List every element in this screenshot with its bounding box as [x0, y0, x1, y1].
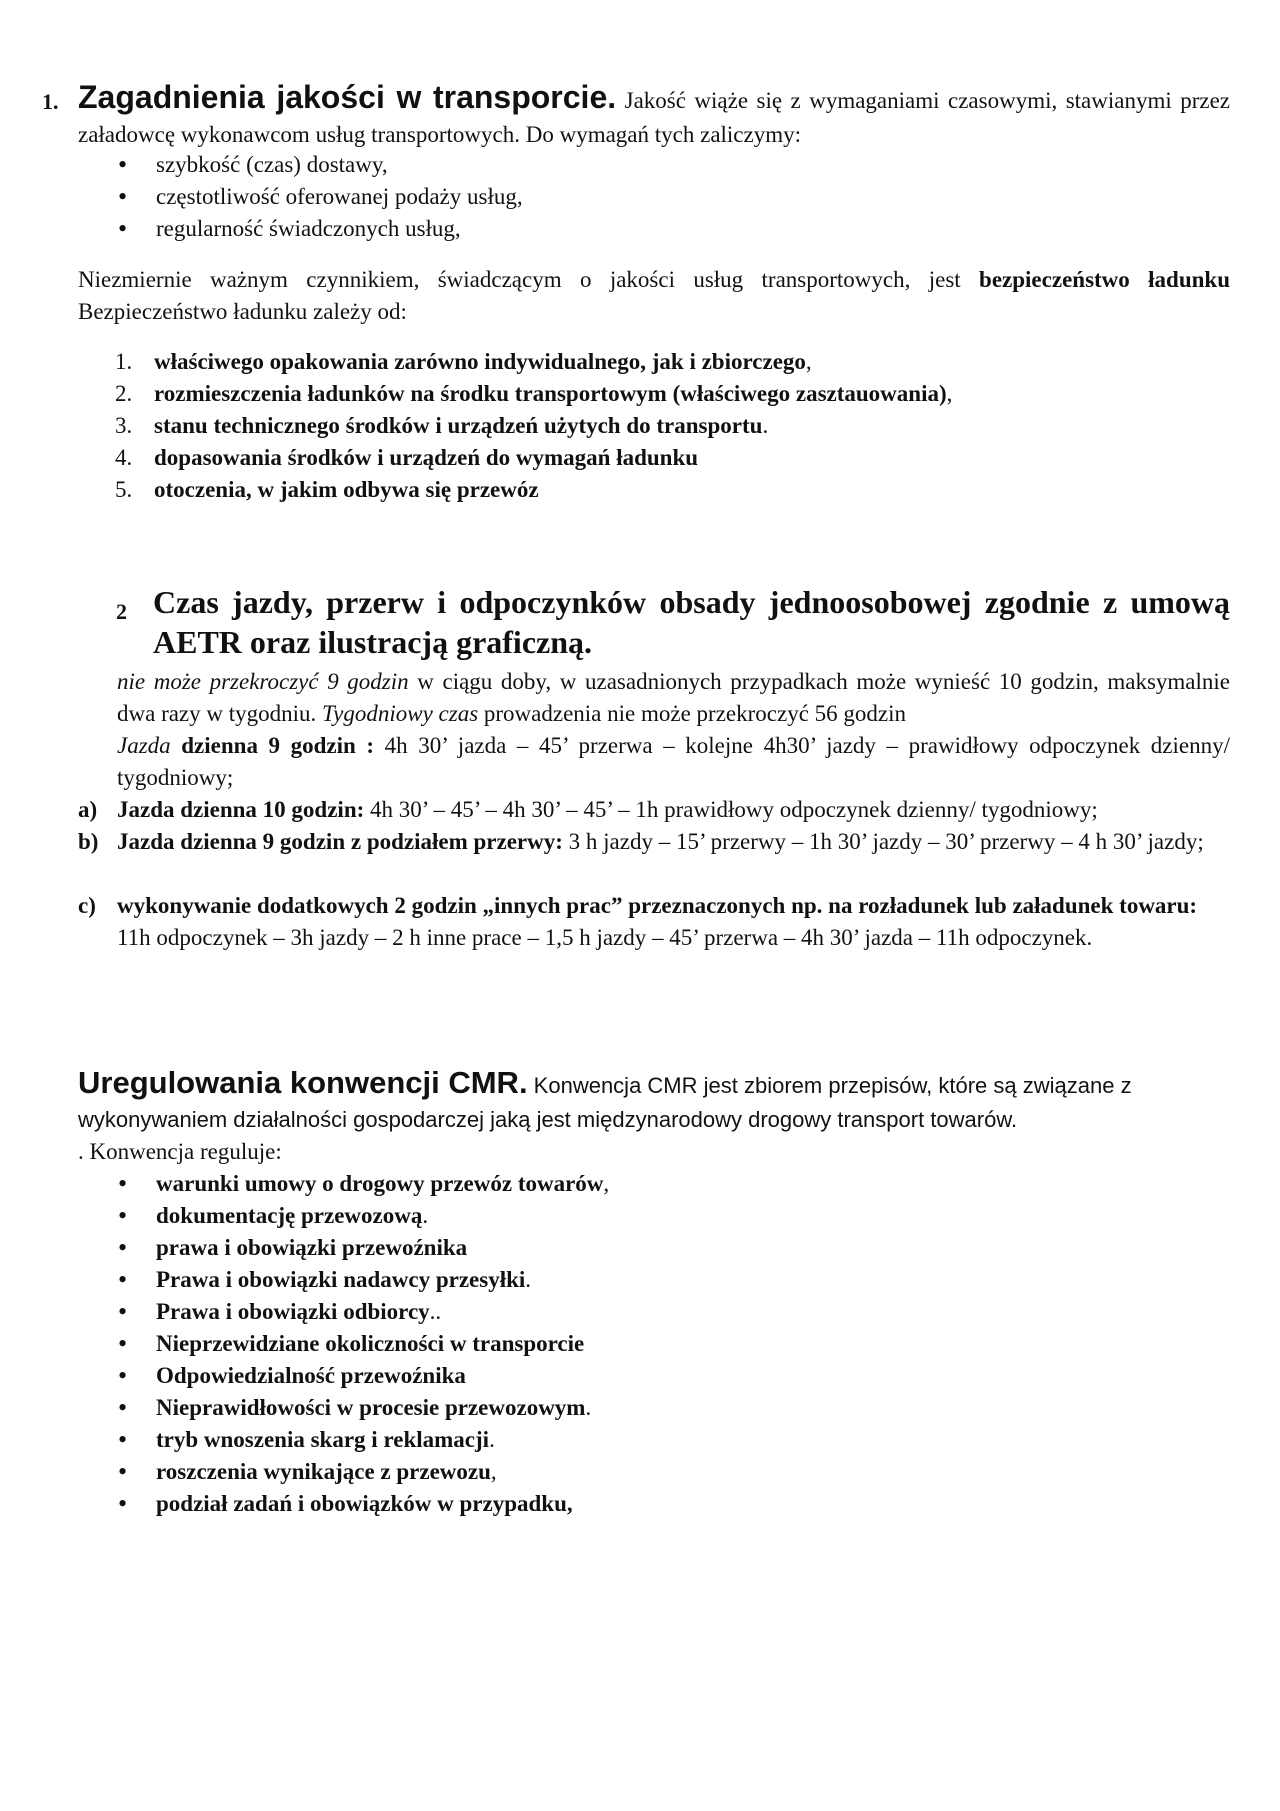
section-2-number: 2: [116, 599, 127, 624]
bullet-icon: [118, 1456, 140, 1489]
quality-list-item: regularność świadczonych usług,: [156, 216, 461, 241]
quality-list-item: szybkość (czas) dostawy,: [156, 152, 388, 177]
driving-time-paragraph: nie może przekroczyć 9 godzin w ciągu doby, w uzasadnionych przypadkach może wynieść 10 godzin, maksymalnie dwa razy w tygodniu. Tygodniowy czas prowadzenia nie może przekroczyć 56 godzin: [117, 669, 1230, 726]
bullet-icon: [118, 1168, 140, 1201]
other-work-item: wykonywanie dodatkowych 2 godzin „innych prac” przeznaczonych np. na rozładunek lub załadunek towaru: 11h odpoczynek – 3h jazdy – 2 h inne prace – 1,5 h jazdy – 45’ przerwa – 4h 30’ jazda – 11h odpoczynek.: [117, 893, 1198, 950]
section-3-title: Uregulowania konwencji CMR.: [78, 1065, 528, 1100]
numbered-item-number: 3.: [115, 413, 133, 438]
cargo-safety-text: Niezmiernie ważnym czynnikiem, świadczącym o jakości usług transportowych, jest: [78, 267, 980, 292]
bullet-icon: [118, 1392, 140, 1425]
cargo-safety-paragraph: [78, 264, 1230, 328]
cargo-safety-depends: Bezpieczeństwo ładunku zależy od:: [78, 299, 407, 324]
bullet-icon: [118, 1232, 140, 1265]
cmr-list-item: Nieprzewidziane okoliczności w transporcie: [156, 1331, 585, 1356]
numbered-list-item: stanu technicznego środków i urządzeń użytych do transportu.: [154, 413, 769, 438]
section-2-title: Czas jazdy, przerw i odpoczynków obsady jednoosobowej zgodnie z umową AETR oraz ilustracją graficzną.: [153, 584, 1230, 660]
bullet-icon: [118, 1488, 140, 1521]
cmr-list-item: podział zadań i obowiązków w przypadku,: [156, 1491, 573, 1516]
section-1-intro: Jakość wiąże się z wymaganiami czasowymi, stawianymi przez załadowcę wykonawcom usług transportowych. Do wymagań tych zaliczymy:: [78, 88, 1230, 147]
split-break-item: Jazda dzienna 9 godzin z podziałem przerwy: 3 h jazdy – 15’ przerwy – 1h 30’ jazdy – 30’ przerwy – 4 h 30’ jazdy;: [117, 829, 1204, 854]
list-label-b: b): [78, 829, 99, 854]
list-label-c: c): [78, 893, 96, 918]
cmr-list-item: tryb wnoszenia skarg i reklamacji.: [156, 1427, 495, 1452]
bullet-icon: [118, 213, 140, 246]
cmr-list-item: Nieprawidłowości w procesie przewozowym.: [156, 1395, 592, 1420]
cargo-safety-bold: bezpieczeństwo ładunku: [979, 267, 1230, 292]
cmr-list-item: Odpowiedzialność przewoźnika: [156, 1363, 466, 1388]
numbered-list-item: otoczenia, w jakim odbywa się przewóz: [154, 477, 539, 502]
section-3-heading-paragraph: [78, 1066, 1228, 1137]
section-1-title: Zagadnienia jakości w transporcie.: [78, 79, 617, 115]
cmr-list-item: Prawa i obowiązki odbiorcy..: [156, 1299, 442, 1324]
bullet-icon: [118, 1264, 140, 1297]
list-label-a: a): [78, 797, 98, 822]
driving-10h-item: Jazda dzienna 10 godzin: 4h 30’ – 45’ – 4h 30’ – 45’ – 1h prawidłowy odpoczynek dzienny/ tygodniowy;: [117, 797, 1098, 822]
bullet-icon: [118, 1296, 140, 1329]
numbered-item-number: 4.: [115, 445, 133, 470]
bullet-icon: [118, 181, 140, 214]
bullet-icon: [118, 149, 140, 182]
numbered-item-number: 1.: [115, 349, 133, 374]
cmr-list-item: dokumentację przewozową.: [156, 1203, 429, 1228]
numbered-list-item: dopasowania środków i urządzeń do wymagań ładunku: [154, 445, 699, 470]
numbered-list-item: rozmieszczenia ładunków na środku transportowym (właściwego zasztauowania),: [154, 381, 953, 406]
section-3-intro: Konwencja CMR jest zbiorem przepisów, które są związane z wykonywaniem działalności gospodarczej jaką jest międzynarodowy drogowy transport towarów.: [78, 1073, 1132, 1132]
quality-list-item: częstotliwość oferowanej podaży usług,: [156, 184, 523, 209]
cmr-list-item: roszczenia wynikające z przewozu,: [156, 1459, 497, 1484]
bullet-icon: [118, 1328, 140, 1361]
daily-driving-9h-paragraph: Jazda dzienna 9 godzin : 4h 30’ jazda – 45’ przerwa – kolejne 4h30’ jazdy – prawidłowy odpoczynek dzienny/ tygodniowy;: [117, 733, 1230, 790]
numbered-list-item: właściwego opakowania zarówno indywidualnego, jak i zbiorczego,: [154, 349, 812, 374]
cmr-list-item: warunki umowy o drogowy przewóz towarów,: [156, 1171, 610, 1196]
section-1-number: 1.: [42, 89, 59, 114]
convention-regulates-label: . Konwencja reguluje:: [78, 1139, 282, 1164]
cmr-list-item: Prawa i obowiązki nadawcy przesyłki.: [156, 1267, 532, 1292]
section-1-heading-paragraph: [78, 80, 1230, 152]
bullet-icon: [118, 1200, 140, 1233]
numbered-item-number: 5.: [115, 477, 133, 502]
bullet-icon: [118, 1360, 140, 1393]
cmr-list-item: prawa i obowiązki przewoźnika: [156, 1235, 468, 1260]
bullet-icon: [118, 1424, 140, 1457]
numbered-item-number: 2.: [115, 381, 133, 406]
